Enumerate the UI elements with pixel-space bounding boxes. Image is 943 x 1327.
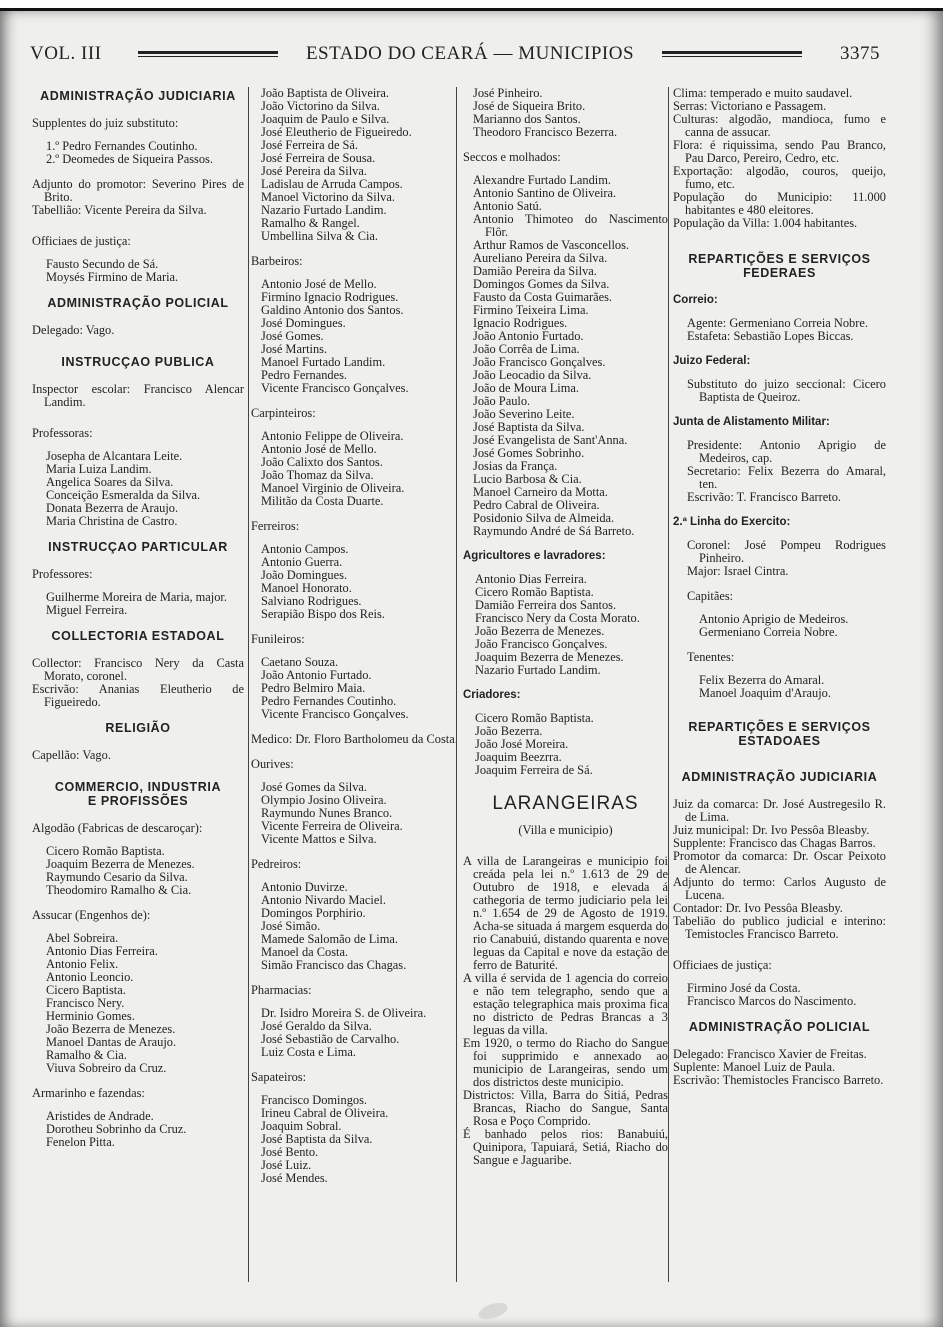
list-item: José Baptista da Silva. <box>261 1132 373 1146</box>
list-label: Officiaes de justiça: <box>673 958 772 972</box>
list-item: Antonio Felippe de Oliveira. <box>261 429 404 443</box>
list-item: Lucio Barbosa & Cia. <box>473 472 582 486</box>
header-rule-left <box>138 51 278 57</box>
list-item: Posidonio Silva de Almeida. <box>473 511 615 525</box>
list <box>46 591 244 617</box>
list-item: Francisco Domingos. <box>261 1093 367 1107</box>
list-item: João Francisco Gonçalves. <box>473 355 606 369</box>
list-label: Assucar (Engenhos de): <box>32 908 151 922</box>
list-item: Juiz municipal: Dr. Ivo Pessôa Bleasby. <box>673 823 870 837</box>
list-label: Funileiros: <box>251 632 305 646</box>
list-label: Supplentes do juiz substituto: <box>32 116 179 130</box>
list-item: José de Siqueira Brito. <box>473 99 586 113</box>
list-item: Felix Bezerra do Amaral. <box>699 673 825 687</box>
list-item: Serras: Victoriano e Passagem. <box>673 99 827 113</box>
list-item: 1.º Pedro Fernandes Coutinho. <box>46 139 198 153</box>
list-item: João José Moreira. <box>475 737 569 751</box>
list-label: Juizo Federal: <box>673 355 751 367</box>
list-item: João Corrêa de Lima. <box>473 342 580 356</box>
municipio-subtitle: (Villa e municipio) <box>518 823 613 837</box>
list-item: Contador: Dr. Ivo Pessôa Bleasby. <box>673 901 843 915</box>
list <box>46 932 244 1075</box>
list-label: Professoras: <box>32 426 93 440</box>
list-item: Agente: Germeniano Correia Nobre. <box>687 316 868 330</box>
list-item: Antonio Nivardo Maciel. <box>261 893 386 907</box>
list-item: João Leocadio da Silva. <box>473 368 592 382</box>
list <box>699 613 886 639</box>
section-heading: INSTRUCÇAO PUBLICA <box>61 355 215 369</box>
list-item: Estafeta: Sebastião Lopes Biccas. <box>687 329 854 343</box>
list-item: Damião Ferreira dos Santos. <box>475 598 617 612</box>
list-item: Luiz Costa e Lima. <box>261 1045 356 1059</box>
list-item: Germeniano Correia Nobre. <box>699 625 838 639</box>
section-heading: REPARTIÇÕES E SERVIÇOS FEDERAES <box>688 252 871 280</box>
list-label: Barbeiros: <box>251 254 303 268</box>
municipio-info <box>673 87 886 230</box>
list-item: João de Moura Lima. <box>473 381 579 395</box>
list-item: Manoel Virginio de Oliveira. <box>261 481 405 495</box>
list-item: Firmino Ignacio Rodrigues. <box>261 290 399 304</box>
list-item: Escrivão: Ananias Eleutherio de Figueiredo. <box>32 682 244 709</box>
list-label: Ourives: <box>251 757 294 771</box>
list <box>261 543 458 621</box>
list-item: Theodomiro Ramalho & Cia. <box>46 883 192 897</box>
list-item: Fausto Secundo de Sá. <box>46 257 159 271</box>
list-item: Culturas: algodão, mandioca, fumo e canna de assucar. <box>673 112 886 139</box>
list <box>261 881 458 972</box>
list-item: Delegado: Francisco Xavier de Freitas. <box>673 1047 867 1061</box>
list-item: Caetano Souza. <box>261 655 339 669</box>
list-item: Militão da Costa Duarte. <box>261 494 384 508</box>
section-heading: REPARTIÇÕES E SERVIÇOS ESTADOAES <box>688 720 871 748</box>
list-item: Vicente Francisco Gonçalves. <box>261 381 409 395</box>
list-item: Cicero Romão Baptista. <box>46 844 165 858</box>
list <box>46 845 244 897</box>
list-item: Raymundo Cesario da Silva. <box>46 870 188 884</box>
list <box>261 656 458 721</box>
list-item: Ladislau de Arruda Campos. <box>261 177 403 191</box>
list-item: José Domingues. <box>261 316 346 330</box>
list-item: Francisco Nery. <box>46 996 125 1010</box>
list-item: Cicero Romão Baptista. <box>475 585 594 599</box>
list-item: Pedro Belmiro Maia. <box>261 681 366 695</box>
header-title: ESTADO DO CEARÁ — MUNICIPIOS <box>305 43 635 64</box>
list-item: Manoel Furtado Landim. <box>261 355 386 369</box>
list-item: Salviano Rodrigues. <box>261 594 362 608</box>
list-item: Joaquim Bezerra de Menezes. <box>475 650 624 664</box>
list-item: Coronel: José Pompeu Rodrigues Pinheiro. <box>687 538 886 565</box>
list-item: Joaquim de Paulo e Silva. <box>261 112 390 126</box>
list-item: Ignacio Rodrigues. <box>473 316 568 330</box>
list-item: João Domingues. <box>261 568 348 582</box>
list <box>261 87 458 243</box>
list-label: Pharmacias: <box>251 983 312 997</box>
page-top-margin <box>0 0 943 8</box>
section-heading: COLLECTORIA ESTADOAL <box>51 629 225 643</box>
list-item: José Luiz. <box>261 1158 312 1172</box>
section-heading: ADMINISTRAÇÃO JUDICIARIA <box>681 770 878 784</box>
list <box>699 674 886 700</box>
list-item: Moysés Firmino de Maria. <box>46 270 179 284</box>
list-item: Maria Luiza Landim. <box>46 462 152 476</box>
list-item: Abel Sobreira. <box>46 931 119 945</box>
list-item: Escrivão: Themistocles Francisco Barreto. <box>673 1073 884 1087</box>
list-label: 2.ª Linha do Exercito: <box>673 516 791 528</box>
list <box>687 317 886 343</box>
list-item: João Bezerra de Menezes. <box>475 624 605 638</box>
list-item: Marianno dos Santos. <box>473 112 581 126</box>
list <box>261 430 458 508</box>
list-item: Substituto do juizo seccional: Cicero Baptista de Queiroz. <box>687 377 886 404</box>
list-item: José Eleutherio de Figueiredo. <box>261 125 412 139</box>
list-item: José Bento. <box>261 1145 319 1159</box>
section-heading: COMMERCIO, INDUSTRIA E PROFISSÕES <box>54 780 222 808</box>
list-item: Presidente: Antonio Aprigio de Medeiros, cap. <box>687 438 886 465</box>
list <box>687 378 886 404</box>
list-item: Olympio Josino Oliveira. <box>261 793 387 807</box>
list <box>46 450 244 528</box>
list-item: Major: Israel Cintra. <box>687 564 789 578</box>
list-label: Junta de Alistamento Militar: <box>673 416 830 428</box>
list-item: Raymundo Nunes Branco. <box>261 806 393 820</box>
list-item: Mamede Salomão de Lima. <box>261 932 398 946</box>
list-item: 2.º Deomedes de Siqueira Passos. <box>46 152 213 166</box>
entry: Inspector escolar: Francisco Alencar Landim. <box>32 382 244 409</box>
list-item: Dr. Isidro Moreira S. de Oliveira. <box>261 1006 427 1020</box>
list-item: Umbellina Silva & Cia. <box>261 229 379 243</box>
paragraph: A villa é servida de 1 agencia do correio e não tem telegrapho, sendo que a estação telegraphica mais proxima fica no districto de Pedras Brancas a 3 leguas da villa. <box>463 971 668 1037</box>
list-item: José Ferreira de Sá. <box>261 138 359 152</box>
list-item: Joaquim Sobral. <box>261 1119 342 1133</box>
list <box>261 781 458 846</box>
list-item: Firmino Teixeira Lima. <box>473 303 589 317</box>
list <box>475 712 668 777</box>
list-label: Sapateiros: <box>251 1070 307 1084</box>
list-item: Vicente Francisco Gonçalves. <box>261 707 409 721</box>
list-item: Adjunto do termo: Carlos Augusto de Lucena. <box>673 875 886 902</box>
list-item: João Bezerra. <box>475 724 543 738</box>
list-item: Joaquim Ferreira de Sá. <box>475 763 593 777</box>
list-item: José Gomes da Silva. <box>261 780 367 794</box>
section-heading: ADMINISTRAÇÃO POLICIAL <box>47 296 229 310</box>
list-item: João Thomaz da Silva. <box>261 468 374 482</box>
list-item: José Gomes. <box>261 329 324 343</box>
list-item: Antonio José de Mello. <box>261 277 377 291</box>
page-header <box>30 39 880 69</box>
list-item: Miguel Ferreira. <box>46 603 128 617</box>
list-item: João Antonio Furtado. <box>473 329 584 343</box>
list-item: João Calixto dos Santos. <box>261 455 383 469</box>
list-item: População do Municipio: 11.000 habitantes e 480 eleitores. <box>673 190 886 217</box>
list-item: Antonio Leoncio. <box>46 970 134 984</box>
list-item: Exportação: algodão, couros, queijo, fumo, etc. <box>673 164 886 191</box>
list <box>46 258 244 284</box>
list-item: Arthur Ramos de Vasconcellos. <box>473 238 630 252</box>
list-item: Flora: é riquissima, sendo Pau Branco, Pau Darco, Pereiro, Cedro, etc. <box>673 138 886 165</box>
column-4 <box>668 87 886 1282</box>
list-item: Antonio Felix. <box>46 957 119 971</box>
list-item: Manoel Carneiro da Motta. <box>473 485 608 499</box>
list <box>46 140 244 166</box>
list-label: Correio: <box>673 294 718 306</box>
list-item: José Geraldo da Silva. <box>261 1019 372 1033</box>
list-item: Tabellião: Vicente Pereira da Silva. <box>32 203 207 217</box>
list-label: Carpinteiros: <box>251 406 316 420</box>
list <box>261 278 458 395</box>
list-item: Domingos Porphirio. <box>261 906 366 920</box>
list-item: Damião Pereira da Silva. <box>473 264 597 278</box>
list-item: Antonio José de Mello. <box>261 442 377 456</box>
list-item: Raymundo André de Sá Barreto. <box>473 524 635 538</box>
paragraph: A villa de Larangeiras e municipio foi creáda pela lei n.º 1.613 de 29 de Outubro de 1918, e elevada á cathegoria de termo judiciario pela lei n.º 1.654 de 29 de Agosto de 1919. Acha-se situada á margem esquerda do rio Canabuiú, distando quarenta e nove leguas da Capital e nove da estação de ferro de Baturité. <box>463 854 668 972</box>
list-item: Firmino José da Costa. <box>687 981 801 995</box>
entry-group <box>32 657 244 709</box>
list-item: Fenelon Pitta. <box>46 1135 115 1149</box>
list-item: Nazario Furtado Landim. <box>261 203 387 217</box>
list-item: Manoel Victorino da Silva. <box>261 190 395 204</box>
list-item: João Paulo. <box>473 394 531 408</box>
column-2 <box>248 87 458 1282</box>
entry-group <box>32 178 244 217</box>
list-item: Antonio Satú. <box>473 199 542 213</box>
list-item: Secretario: Felix Bezerra do Amaral, ten. <box>687 464 886 491</box>
list-label: Professores: <box>32 567 93 581</box>
list-item: Aristides de Andrade. <box>46 1109 154 1123</box>
list-item: José Baptista da Silva. <box>473 420 585 434</box>
list-item: Manoel Joaquim d'Araujo. <box>699 686 831 700</box>
municipio-title: LARANGEIRAS <box>492 793 639 814</box>
section-heading: RELIGIÃO <box>105 721 171 735</box>
entry: Capellão: Vago. <box>32 748 111 762</box>
list <box>475 573 668 677</box>
list-item: Viuva Sobreiro da Cruz. <box>46 1061 167 1075</box>
list-item: Donata Bezerra de Araujo. <box>46 501 179 515</box>
list-item: João Severino Leite. <box>473 407 575 421</box>
judiciaria-entries <box>673 798 886 941</box>
list-item: Josepha de Alcantara Leite. <box>46 449 183 463</box>
document-page <box>0 8 943 1327</box>
list-item: Nazario Furtado Landim. <box>475 663 601 677</box>
list-item: José Sebastião de Carvalho. <box>261 1032 400 1046</box>
list-label: Tenentes: <box>687 650 735 664</box>
list-item: Promotor da comarca: Dr. Oscar Peixoto de Alencar. <box>673 849 886 876</box>
list-item: Antonio Campos. <box>261 542 349 556</box>
list-item: Antonio Santino de Oliveira. <box>473 186 617 200</box>
list-item: Domingos Gomes da Silva. <box>473 277 610 291</box>
list-item: Cicero Baptista. <box>46 983 126 997</box>
section-heading: ADMINISTRAÇÃO JUDICIARIA <box>40 89 236 103</box>
list <box>473 174 668 538</box>
list-item: Suplente: Manoel Luiz de Paula. <box>673 1060 836 1074</box>
list <box>687 982 886 1008</box>
list-item: Ramalho & Cia. <box>46 1048 127 1062</box>
list-item: Manoel Honorato. <box>261 581 352 595</box>
list-item: Aureliano Pereira da Silva. <box>473 251 608 265</box>
list-item: João Antonio Furtado. <box>261 668 372 682</box>
list-item: Josias da França. <box>473 459 558 473</box>
list-label: Pedreiros: <box>251 857 302 871</box>
list-label: Capitães: <box>687 589 734 603</box>
column-1 <box>32 87 244 1161</box>
list-item: Manoel Dantas de Araujo. <box>46 1035 177 1049</box>
list-item: João Francisco Gonçalves. <box>475 637 608 651</box>
list-item: Maria Christina de Castro. <box>46 514 178 528</box>
list-item: Galdino Antonio dos Santos. <box>261 303 404 317</box>
list-item: Antonio Aprigio de Medeiros. <box>699 612 849 626</box>
list <box>261 1007 458 1059</box>
entry: Medico: Dr. Floro Bartholomeu da Costa. <box>251 732 458 746</box>
list <box>687 539 886 578</box>
list-item: Escrivão: T. Francisco Barreto. <box>687 490 842 504</box>
list-item: João Victorino da Silva. <box>261 99 380 113</box>
list <box>261 1094 458 1185</box>
list <box>46 1110 244 1149</box>
column-3 <box>456 87 668 1282</box>
list-item: José Martins. <box>261 342 328 356</box>
list-item: Antonio Thimoteo do Nascimento Flôr. <box>473 212 668 239</box>
list-item: População da Villa: 1.004 habitantes. <box>673 216 858 230</box>
list-label: Criadores: <box>463 689 521 701</box>
list-label: Officiaes de justiça: <box>32 234 131 248</box>
list-item: Adjunto do promotor: Severino Pires de Brito. <box>32 177 244 204</box>
list-item: Antonio Dias Ferreira. <box>46 944 158 958</box>
list-item: Vicente Ferreira de Oliveira. <box>261 819 403 833</box>
list-item: Guilherme Moreira de Maria, major. <box>46 590 227 604</box>
list-item: Alexandre Furtado Landim. <box>473 173 611 187</box>
entry: Delegado: Vago. <box>32 323 115 337</box>
list-item: João Bezerra de Menezes. <box>46 1022 176 1036</box>
list-item: Tabelião do publico judicial e interino: Temistocles Francisco Barreto. <box>673 914 886 941</box>
list-item: Juiz da comarca: Dr. José Austregesilo R. de Lima. <box>673 797 886 824</box>
list-label: Ferreiros: <box>251 519 300 533</box>
list-item: Antonio Guerra. <box>261 555 343 569</box>
list-item: José Simão. <box>261 919 321 933</box>
paragraph: É banhado pelos rios: Banabuiú, Quinipora, Tapuiará, Setiá, Riacho do Sangue e Jaguaribe. <box>463 1127 668 1167</box>
volume-label: VOL. III <box>30 43 102 64</box>
section-heading: ADMINISTRAÇÃO POLICIAL <box>688 1020 871 1034</box>
municipio-description <box>463 855 668 1167</box>
list-item: Francisco Marcos do Nascimento. <box>687 994 857 1008</box>
list-item: Ramalho & Rangel. <box>261 216 360 230</box>
list-item: Collector: Francisco Nery da Casta Morato, coronel. <box>32 656 244 683</box>
list-label: Agricultores e lavradores: <box>463 550 606 562</box>
list-label: Armarinho e fazendas: <box>32 1086 145 1100</box>
list-item: José Gomes Sobrinho. <box>473 446 585 460</box>
list-item: Angelica Soares da Silva. <box>46 475 174 489</box>
header-rule-right <box>662 51 802 57</box>
list-item: Manoel da Costa. <box>261 945 349 959</box>
list <box>687 439 886 504</box>
list-item: Pedro Fernandes. <box>261 368 348 382</box>
policial-entries <box>673 1048 886 1087</box>
list-item: Antonio Dias Ferreira. <box>475 572 587 586</box>
paragraph: Em 1920, o termo do Riacho do Sangue foi supprimido e annexado ao municipio de Larangeiras, sendo um dos districtos deste municipio. <box>463 1036 668 1089</box>
list-item: Antonio Duvirze. <box>261 880 348 894</box>
list-item: José Evangelista de Sant'Anna. <box>473 433 628 447</box>
paper-smudge <box>477 1300 510 1323</box>
list-item: José Mendes. <box>261 1171 328 1185</box>
list-item: Herminio Gomes. <box>46 1009 135 1023</box>
list-item: Clima: temperado e muito saudavel. <box>673 86 853 100</box>
list-item: José Pinheiro. <box>473 86 543 100</box>
list-label: Algodão (Fabricas de descaroçar): <box>32 821 203 835</box>
list-item: Pedro Fernandes Coutinho. <box>261 694 397 708</box>
list-item: Theodoro Francisco Bezerra. <box>473 125 618 139</box>
page-number: 3375 <box>839 43 880 64</box>
list-item: Dorotheu Sobrinho da Cruz. <box>46 1122 187 1136</box>
list <box>473 87 668 139</box>
list-item: Supplente: Francisco das Chagas Barros. <box>673 836 876 850</box>
list-item: Joaquim Beezrra. <box>475 750 562 764</box>
list-item: Simão Francisco das Chagas. <box>261 958 407 972</box>
paragraph: Districtos: Villa, Barra do Sitiá, Pedras Brancas, Riacho do Sangue, Santa Rosa e Poço Comprido. <box>463 1088 668 1128</box>
list-item: Joaquim Bezerra de Menezes. <box>46 857 195 871</box>
list-item: Fausto da Costa Guimarães. <box>473 290 613 304</box>
list-item: José Pereira da Silva. <box>261 164 367 178</box>
list-item: Serapião Bispo dos Reis. <box>261 607 385 621</box>
section-heading: INSTRUCÇAO PARTICULAR <box>48 540 228 554</box>
list-item: Irineu Cabral de Oliveira. <box>261 1106 389 1120</box>
list-item: José Ferreira de Sousa. <box>261 151 376 165</box>
list-item: Francisco Nery da Costa Morato. <box>475 611 640 625</box>
list-item: Pedro Cabral de Oliveira. <box>473 498 600 512</box>
list-item: Cicero Romão Baptista. <box>475 711 594 725</box>
list-item: João Baptista de Oliveira. <box>261 86 390 100</box>
list-label: Seccos e molhados: <box>463 150 561 164</box>
list-item: Vicente Mattos e Silva. <box>261 832 377 846</box>
list-item: Conceição Esmeralda da Silva. <box>46 488 201 502</box>
